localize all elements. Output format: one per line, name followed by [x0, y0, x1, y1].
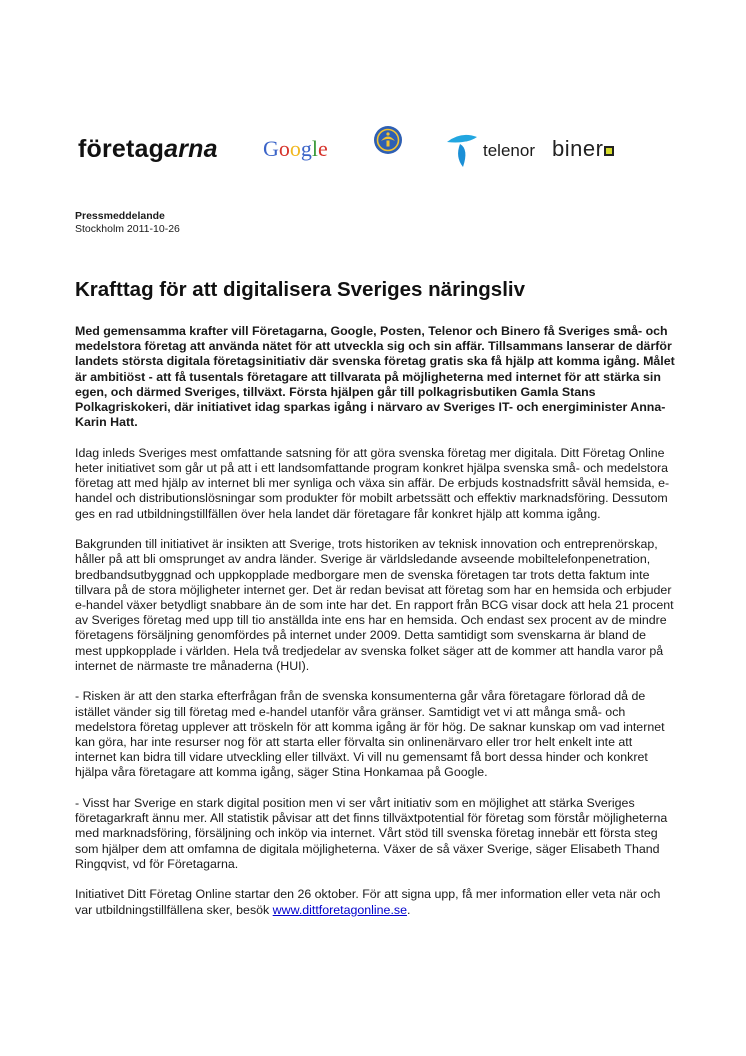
document-title: Krafttag för att digitalisera Sveriges näringsliv	[75, 278, 525, 301]
binero-square-icon	[604, 146, 614, 156]
website-link[interactable]: www.dittforetagonline.se	[272, 902, 407, 917]
press-release-meta	[75, 210, 180, 236]
body-paragraph: - Visst har Sverige en stark digital position men vi ser vårt initiativ som en möjlighet att stärka Sveriges företagarkraft ännu mer. All statistik påvisar att det finns tillväxtpotential för företag som förstår möjligheterna med marknadsföring, försäljning och inköp via internet. Vårt stöd till svenska företag innebär ett första steg som hjälper dem att omfamna de digitala möjligheterna. Växer de så växer Sverige, säger Elisabeth Thand Ringqvist, vd för Företagarna.	[75, 796, 668, 871]
google-letter: l	[311, 136, 319, 161]
posten-logo	[373, 125, 403, 155]
body-paragraph: Idag inleds Sveriges mest omfattande satsning för att göra svenska företag mer digitala. Ditt Företag Online heter initiativet som går ut på att i ett landsomfattande program konkret hjälpa svenska små- och medelstora företag att med hjälp av internet bli mer synliga och växa sin affär. De erbjuds kostnadsfritt såväl hemsida, e-handel och distributionslösningar som produkter för mobilt arbetssätt och effektiv marknadsföring. Dessutom ges en rad utbildningstillfällen över hela landet där företagare får konkret hjälp att komma igång.	[75, 445, 670, 521]
binero-logo	[552, 136, 614, 162]
telenor-propeller-icon	[443, 129, 483, 169]
foretagarna-logo-part2: arna	[164, 135, 218, 163]
google-logo	[263, 136, 328, 162]
closing-end: .	[406, 902, 411, 917]
binero-wordmark: biner	[552, 136, 604, 161]
closing-paragraph	[75, 887, 675, 917]
foretagarna-logo	[78, 135, 218, 164]
google-letter: o	[289, 136, 301, 161]
body-paragraph: - Risken är att den starka efterfrågan från de svenska konsumenterna går våra företagare förlorad då de istället vänder sig till företag med e-handel utanför våra gränser. Samtidigt vet vi att många små- och medelstora företag upplever att tröskeln för att komma igång är för hög. De saknar kunskap om vad internet kan göra, har inte resurser nog för att starta eller förvalta sin onlinenärvaro eller tror helt enkelt inte att internet kan bidra till vidare utveckling eller tillväxt. Vi vill nu gemensamt få bort dessa hinder och konkret hjälpa våra företagare att komma igång, säger Stina Honkamaa på Google.	[75, 689, 665, 780]
partner-logos	[75, 125, 675, 175]
telenor-logo	[443, 129, 543, 169]
lead-paragraph: Med gemensamma krafter vill Företagarna, Google, Posten, Telenor och Binero få Sveriges små- och medelstora företag att använda nätet för att utveckla sig och sin affär. Tillsammans lanserar de därför landets största digitala företagsinitiativ där svenska företag gratis ska få hjälp att komma igång. Målet är ambitiöst - att få tusentals företagare att tillvarata på möjligheterna med internet för att stärka sin egen, och därmed Sveriges, tillväxt. Första hjälpen går till polkagrisbutiken Gamla Stans Polkagriskokeri, där initiativet idag sparkas igång i närvaro av Sveriges IT- och energiminister Anna-Karin Hatt.	[75, 324, 675, 430]
google-letter: G	[263, 136, 279, 161]
telenor-wordmark: telenor	[483, 141, 535, 160]
press-release-label: Pressmeddelande	[75, 210, 165, 222]
document-body	[75, 324, 675, 933]
google-letter: o	[278, 136, 290, 161]
foretagarna-logo-part1: företag	[78, 135, 165, 163]
google-letter: g	[300, 136, 312, 161]
place-date: Stockholm 2011-10-26	[75, 223, 180, 235]
body-paragraph: Bakgrunden till initiativet är insikten att Sverige, trots historiken av teknisk innovation och entreprenörskap, håller på att bli omsprunget av andra länder. Sverige är världsledande avseende mobiltelefonpenetration, bredbandsutbyggnad och uppkopplade medborgare men de svenska företagen tar trots detta faktum inte tillvara på de stora möjligheter internet ger. Det är redan bevisat att företag som har en hemsida och erbjuder e-handel växer betydligt snabbare än de som inte har det. En rapport från BCG visar dock att hela 21 procent av Sveriges företag med upp till tio anställda inte ens har en hemsida. Och endast sex procent av de mindre företagens försäljning genomfördes på internet under 2009. Detta samtidigt som svenskarna är bland de mest uppkopplade i världen. Hela två tredjedelar av svenska folket säger att de kommer att handla varor på internet de närmaste tre månaderna (HUI).	[75, 537, 674, 673]
closing-text: Initiativet Ditt Företag Online startar den 26 oktober. För att signa upp, få mer information eller veta när och var utbildningstillfällena sker, besök	[75, 887, 661, 917]
google-letter: e	[318, 136, 328, 161]
